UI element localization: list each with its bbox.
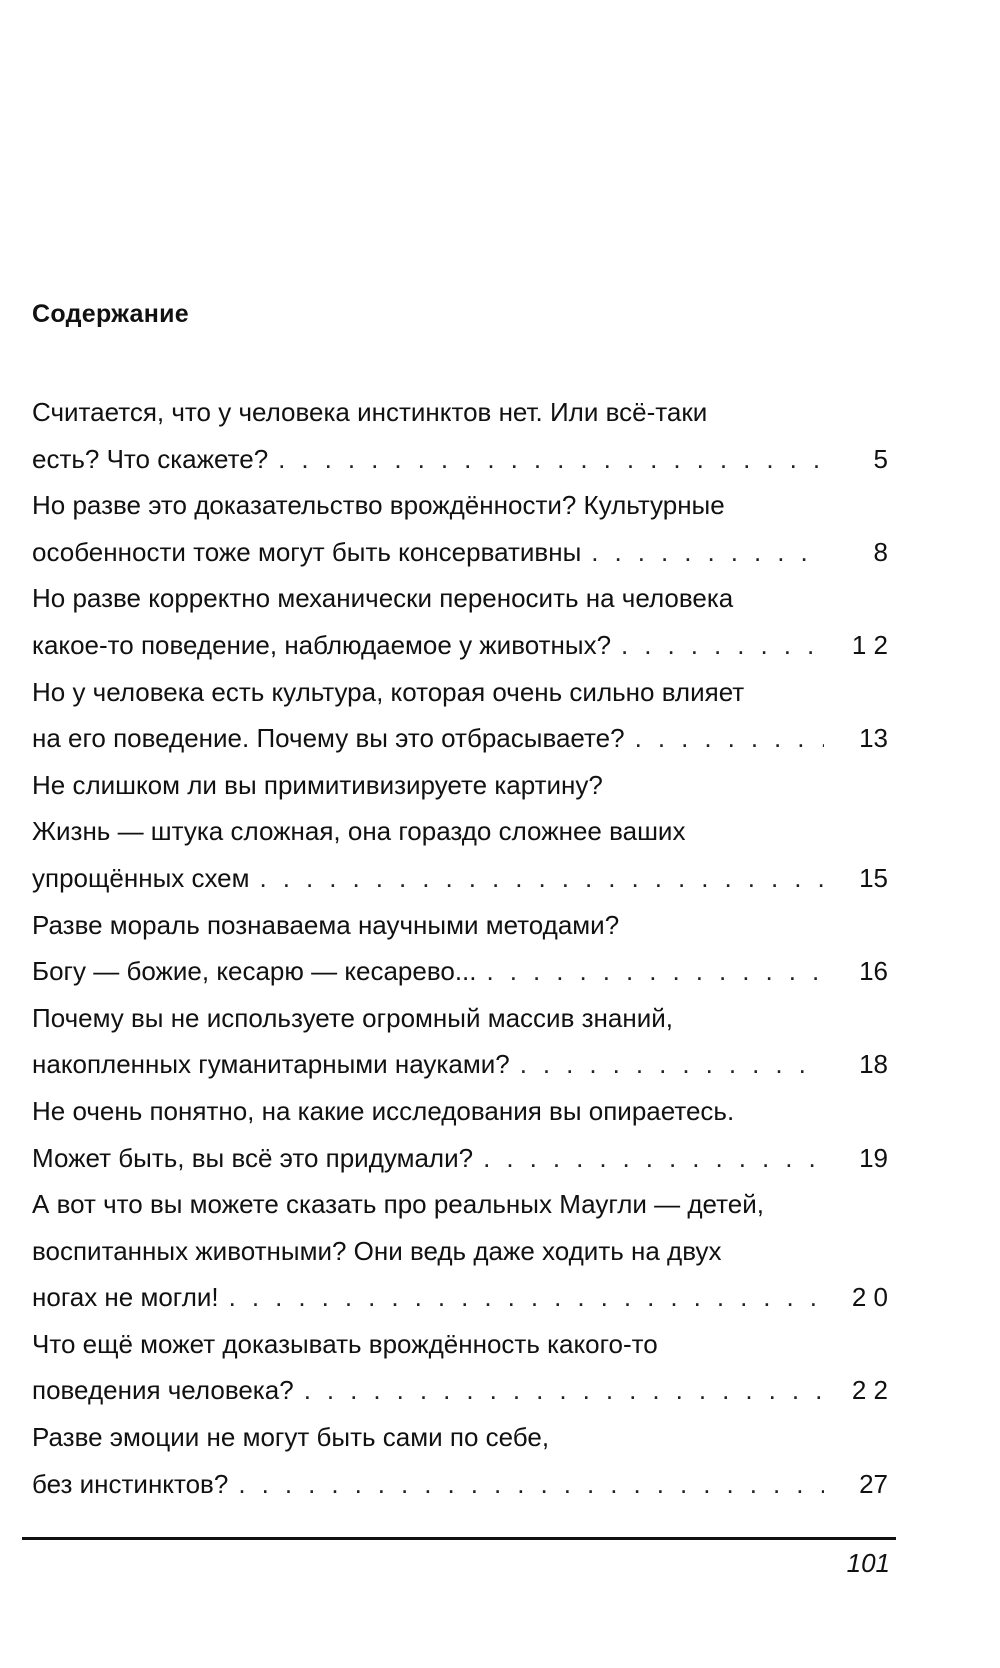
toc-entry-line (32, 855, 888, 902)
toc-entry-line (32, 715, 888, 762)
toc-entry-line (32, 482, 888, 529)
toc-page-number: 8 (873, 536, 888, 567)
toc-entry (32, 669, 888, 762)
dot-leader (621, 622, 824, 669)
toc-entry-text: Почему вы не используете огромный массив знаний, (32, 1002, 673, 1033)
toc-page-number: 15 (859, 862, 888, 893)
toc-entry-text: особенности тоже могут быть консервативны (32, 536, 582, 567)
toc-entry-text: Может быть, вы всё это придумали? (32, 1142, 474, 1173)
toc-entry-line (32, 902, 888, 949)
page-number: 101 (846, 1548, 890, 1578)
toc-entry-text: Разве мораль познаваема научными методами? (32, 909, 620, 940)
toc-entry-text: Но разве это доказательство врождённости? Культурные (32, 490, 725, 521)
dot-leader (238, 1461, 824, 1508)
toc-page-number: 1 2 (851, 629, 888, 660)
page-title: Содержание (32, 300, 190, 328)
toc-entry-text: Разве эмоции не могут быть сами по себе, (32, 1422, 550, 1453)
toc-entry-text: Но у человека есть культура, которая очень сильно влияет (32, 676, 745, 707)
toc-entry-line (32, 1321, 888, 1368)
toc-entry (32, 575, 888, 668)
toc-entry-text: ногах не могли! (32, 1282, 219, 1313)
toc-page-number: 27 (859, 1468, 888, 1499)
dot-leader (483, 1135, 824, 1182)
dot-leader (520, 1041, 824, 1088)
toc-entry (32, 389, 888, 482)
toc-entry-text: Жизнь — штука сложная, она гораздо сложнее ваших (32, 816, 686, 847)
toc-entry (32, 1321, 888, 1414)
toc-entry-line (32, 529, 888, 576)
toc-entry (32, 482, 888, 575)
toc-entry-line (32, 948, 888, 995)
toc-entry-text: на его поведение. Почему вы это отбрасываете? (32, 723, 625, 754)
dot-leader (591, 529, 824, 576)
toc-entry (32, 1088, 888, 1181)
toc-entry (32, 902, 888, 995)
toc-page-number: 2 2 (851, 1375, 888, 1406)
toc-entry-line (32, 1367, 888, 1414)
toc-entry-text: Богу — божие, кесарю — кесарево... (32, 956, 477, 987)
toc-entry-text: есть? Что скажете? (32, 443, 269, 474)
toc-entry-line (32, 575, 888, 622)
toc-entry-text: упрощённых схем (32, 862, 250, 893)
dot-leader (278, 436, 824, 483)
toc-entry (32, 995, 888, 1088)
toc-entry (32, 762, 888, 902)
toc-entry-line (32, 1414, 888, 1461)
dot-leader (635, 715, 824, 762)
toc-entry-text: Что ещё может доказывать врождённость какого-то (32, 1328, 658, 1359)
dot-leader (304, 1367, 824, 1414)
toc-entry-line (32, 1228, 888, 1275)
toc-entry-line (32, 1274, 888, 1321)
table-of-contents (32, 389, 888, 1507)
toc-page-number: 16 (859, 956, 888, 987)
toc-entry-text: без инстинктов? (32, 1468, 229, 1499)
toc-entry-line (32, 995, 888, 1042)
toc-page-number: 13 (859, 723, 888, 754)
toc-entry-text: Но разве корректно механически переносить на человека (32, 583, 734, 614)
dot-leader (229, 1274, 824, 1321)
toc-entry-text: А вот что вы можете сказать про реальных Маугли — детей, (32, 1189, 764, 1220)
toc-entry-line (32, 389, 888, 436)
toc-entry-line (32, 1041, 888, 1088)
toc-entry-line (32, 1461, 888, 1508)
toc-entry (32, 1181, 888, 1321)
toc-page-number: 2 0 (851, 1282, 888, 1313)
toc-entry-line (32, 808, 888, 855)
toc-entry-text: воспитанных животными? Они ведь даже ходить на двух (32, 1235, 722, 1266)
toc-entry-line (32, 1135, 888, 1182)
toc-entry-text: какое-то поведение, наблюдаемое у животных? (32, 629, 612, 660)
toc-entry-text: Не слишком ли вы примитивизируете картину? (32, 769, 603, 800)
toc-entry-line (32, 1181, 888, 1228)
toc-entry-line (32, 1088, 888, 1135)
toc-page-number: 19 (859, 1142, 888, 1173)
toc-entry-text: Не очень понятно, на какие исследования вы опираетесь. (32, 1095, 735, 1126)
dot-leader (487, 948, 825, 995)
toc-entry-text: поведения человека? (32, 1375, 294, 1406)
dot-leader (260, 855, 824, 902)
toc-entry-line (32, 762, 888, 809)
toc-entry-line (32, 622, 888, 669)
toc-entry-text: накопленных гуманитарными науками? (32, 1049, 510, 1080)
toc-entry-line (32, 669, 888, 716)
toc-entry-text: Считается, что у человека инстинктов нет. Или всё-таки (32, 397, 708, 427)
toc-page-number: 5 (873, 443, 888, 474)
toc-entry-line (32, 436, 888, 483)
footer-rule (22, 1537, 896, 1540)
toc-entry (32, 1414, 888, 1507)
toc-page-number: 18 (859, 1049, 888, 1080)
